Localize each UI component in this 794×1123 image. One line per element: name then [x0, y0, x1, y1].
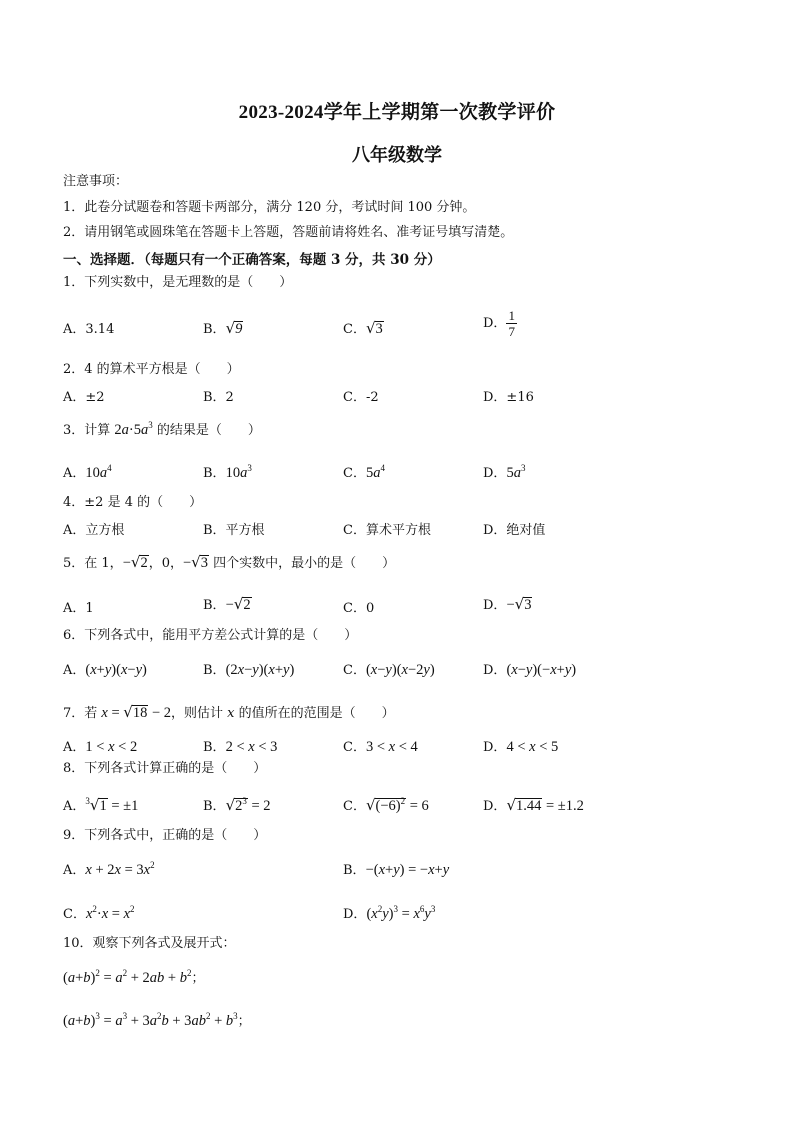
option: C．0 [343, 601, 375, 616]
option: B．平方根 [203, 523, 265, 538]
option: B．(2x−y)(x+y) [203, 662, 295, 678]
question-stem: 1．下列实数中，是无理数的是（ ） [63, 275, 293, 290]
option: B．−√2 [203, 595, 251, 613]
question-stem: 2．4 的算术平方根是（ ） [63, 362, 240, 377]
note-item: 1．此卷分试题卷和答题卡两部分，满分 120 分，考试时间 100 分钟。 [63, 200, 476, 215]
exam-title: 2023-2024学年上学期第一次教学评价 [238, 102, 556, 123]
option: A．1 < x < 2 [63, 739, 138, 755]
option: B．√9 [203, 319, 243, 337]
option: D．4 < x < 5 [483, 739, 559, 755]
exam-subtitle: 八年级数学 [352, 145, 442, 166]
option: C．$5a^4$ [343, 463, 385, 481]
question-stem: 3．计算 $2a\cdot 5a^3$ 的结果是（ ） [63, 420, 261, 438]
option: B．2 < x < 3 [203, 739, 278, 755]
option: B．$10a^3$ [203, 463, 252, 481]
option: D．−√3 [483, 595, 532, 613]
note-item: 2．请用钢笔或圆珠笔在答题卡上答题，答题前请将姓名、准考证号填写清楚。 [63, 225, 514, 240]
expansion-line: $(a+b)^3 = a^3 + 3a^2b + 3ab^2 + b^3$； [63, 1011, 251, 1029]
option: C．算术平方根 [343, 523, 431, 538]
option: A．$10a^4$ [63, 463, 112, 481]
option: A．(x+y)(x−y) [63, 662, 147, 678]
question-stem: 9．下列各式中，正确的是（ ） [63, 828, 267, 843]
option: B．−(x+y) = −x+y [343, 862, 450, 878]
question-stem: 6．下列各式中，能用平方差公式计算的是（ ） [63, 628, 358, 643]
question-stem: 7．若 x = √18 − 2，则估计 x 的值所在的范围是（ ） [63, 703, 395, 721]
notes-heading: 注意事项： [63, 174, 129, 189]
option: D．$5a^3$ [483, 463, 526, 481]
option: C．3 < x < 4 [343, 739, 418, 755]
option: B．$√2^3 = 2$ [203, 796, 271, 814]
option: A．1 [63, 601, 94, 616]
option: C．√3 [343, 319, 383, 337]
expansion-line: $(a+b)^2 = a^2 + 2ab + b^2$； [63, 968, 205, 986]
option: C．(x−y)(x−2y) [343, 662, 435, 678]
option: B．2 [203, 390, 234, 405]
option: A．立方根 [63, 523, 125, 538]
option: A．$x + 2x = 3x^2$ [63, 860, 155, 878]
option: A．3.14 [63, 322, 115, 337]
option: D．$(x^2y)^3 = x^6y^3$ [343, 904, 436, 922]
option: D．(x−y)(−x+y) [483, 662, 577, 678]
option: D．√1.44 = ±1.2 [483, 796, 584, 814]
option: D． $\frac{1}{7}$ [483, 308, 515, 339]
question-stem: 10．观察下列各式及展开式： [63, 936, 236, 951]
section-title: 一、选择题．（每题只有一个正确答案，每题 3 分，共 30 分） [63, 252, 441, 268]
option: C．$√(-6)^2 = 6$ [343, 796, 429, 814]
option: D．±16 [483, 390, 534, 405]
question-stem: 4．±2 是 4 的（ ） [63, 495, 203, 510]
option: A．±2 [63, 390, 105, 405]
option: C．-2 [343, 390, 379, 405]
question-stem: 8．下列各式计算正确的是（ ） [63, 761, 267, 776]
option: C．$x^2\cdot x = x^2$ [63, 904, 135, 922]
option: D．绝对值 [483, 523, 546, 538]
option: A．$^3$√1 = ±1 [63, 796, 139, 814]
question-stem: 5．在 1，−√2，0，−√3 四个实数中，最小的是（ ） [63, 553, 396, 571]
